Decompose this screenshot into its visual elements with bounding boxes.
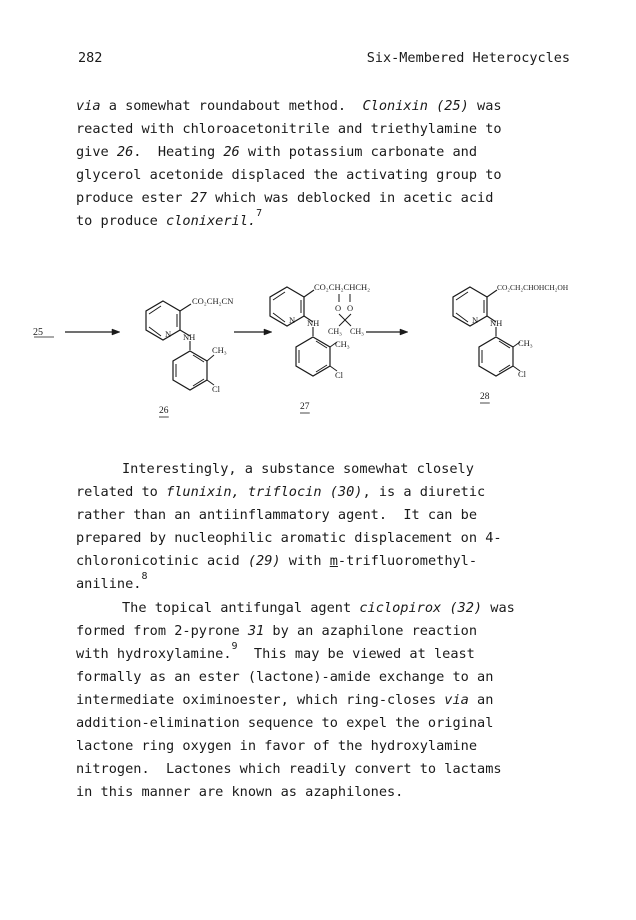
bond [304, 290, 314, 297]
arrow-head [400, 329, 408, 335]
text-line: to produce clonixeril.$^7$ [76, 208, 263, 229]
footnote-ref-7: 7 [256, 208, 263, 220]
text-line: nitrogen. Lactones which readily convert to lactams [76, 761, 502, 777]
text-line: formed from 2-pyrone 31 by an azaphilone reaction [76, 623, 478, 639]
ester-group-26: CO₂CH₂CN [192, 296, 234, 306]
ring-double-bonds [176, 355, 204, 386]
text-line: formally as an ester (lactone)-amide exchange to an [76, 669, 494, 685]
benzene-ring [479, 337, 513, 376]
text-line: glycerol acetonide displaced the activating group to [76, 167, 502, 183]
paragraph-clonixeril [76, 95, 576, 233]
text-line: give 26. Heating 26 with potassium carbonate and [76, 144, 478, 160]
paragraph-triflocin [76, 458, 576, 596]
ring-double-bonds [482, 341, 510, 372]
text-line: chloronicotinic acid (29) with m-trifluoromethyl- [76, 553, 478, 569]
bond [207, 355, 214, 361]
paragraph-ciclopirox [76, 597, 576, 804]
text-line: related to flunixin, triflocin (30), is a diuretic [76, 484, 486, 500]
footnote-ref-8: 8 [141, 571, 148, 583]
chloro-group: Cl [212, 384, 221, 394]
ester-group-27: CO₂CH₂CHCH₂ [314, 282, 371, 292]
arrow-head [264, 329, 272, 335]
acetonide-oxygen: O [335, 303, 342, 313]
text-line: in this manner are known as azaphilones. [76, 784, 404, 800]
methyl-group: CH₃ [335, 339, 350, 349]
ring-nitrogen: N [472, 315, 479, 325]
pyridine-ring [453, 287, 487, 326]
page-number: 282 [78, 50, 103, 66]
acetonide-oxygen: O [347, 303, 354, 313]
compound-label-25: 25 [33, 327, 43, 338]
pyridine-ring [270, 287, 304, 326]
text-line: prepared by nucleophilic aromatic displacement on 4- [76, 530, 502, 546]
text-line: The topical antifungal agent ciclopirox (32) was [122, 600, 515, 616]
text-line: rather than an antiinflammatory agent. It can be [76, 507, 478, 523]
reaction-scheme [0, 255, 636, 416]
compound-label-26: 26 [159, 406, 169, 416]
structure-26 [146, 296, 233, 417]
chloro-group: Cl [518, 369, 527, 379]
nh-group: NH [490, 318, 503, 328]
acetonide-carbon [339, 314, 351, 326]
ring-nitrogen: N [289, 315, 296, 325]
footnote-ref-9: 9 [231, 641, 238, 653]
nh-group: NH [183, 332, 196, 342]
text-line: addition-elimination sequence to expel the original [76, 715, 494, 731]
structure-28 [453, 283, 569, 403]
text-line: with hydroxylamine.$^9$ This may be viewed at least [76, 641, 475, 662]
ring-double-bonds [456, 292, 484, 322]
bond [487, 290, 497, 297]
ring-double-bonds [299, 341, 327, 372]
ester-group-28: CO₂CH₂CHOHCH₂OH [497, 283, 569, 292]
acetonide-methyl: CH₃ [328, 327, 342, 336]
chloro-group: Cl [335, 370, 344, 380]
acetonide-methyl: CH₃ [350, 327, 364, 336]
text-line: lactone ring oxygen in favor of the hydroxylamine [76, 738, 478, 754]
benzene-ring [173, 351, 207, 390]
text-line: via a somewhat roundabout method. Clonixin (25) was [76, 98, 502, 114]
running-title: Six-Membered Heterocycles [366, 50, 570, 66]
ring-double-bonds [149, 306, 177, 336]
benzene-ring [296, 337, 330, 376]
nh-group: NH [307, 318, 320, 328]
text-line: intermediate oximinoester, which ring-closes via an [76, 692, 494, 708]
text-line: Interestingly, a substance somewhat closely [122, 461, 474, 477]
text-line: reacted with chloroacetonitrile and triethylamine to [76, 121, 502, 137]
arrow-head [112, 329, 120, 335]
ring-double-bonds [273, 292, 301, 322]
pyridine-ring [146, 301, 180, 340]
structure-27 [270, 282, 370, 413]
text-line: produce ester 27 which was deblocked in acetic acid [76, 190, 494, 206]
methyl-group: CH₃ [212, 345, 227, 355]
text-line: aniline.$^8$ [76, 571, 148, 592]
methyl-group: CH₃ [518, 338, 533, 348]
page-header [78, 50, 570, 70]
compound-label-28: 28 [480, 392, 490, 402]
ring-nitrogen: N [165, 329, 172, 339]
compound-label-27: 27 [300, 402, 310, 412]
bond [180, 304, 191, 311]
